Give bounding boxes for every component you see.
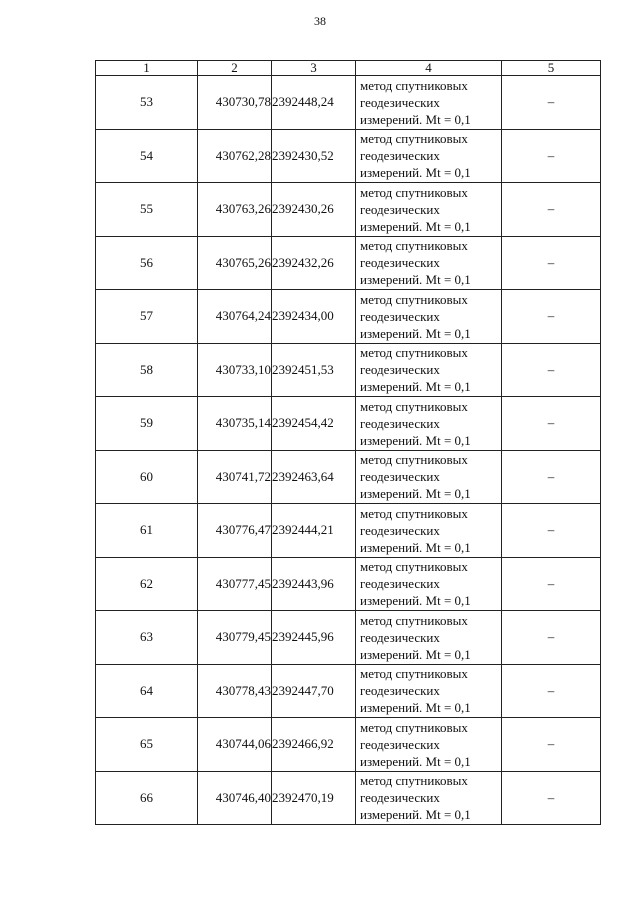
method-cell [356, 504, 502, 558]
column-header-2: 2 [198, 61, 272, 76]
column-5-cell: – [502, 290, 601, 344]
column-header-5: 5 [502, 61, 601, 76]
method-cell [356, 290, 502, 344]
method-cell [356, 450, 502, 504]
method-line: метод спутниковых [360, 612, 468, 628]
point-number-cell: 58 [96, 343, 198, 397]
column-header-3: 3 [272, 61, 356, 76]
x-coordinate-cell: 430741,72 [198, 450, 272, 504]
y-coordinate-cell: 2392443,96 [272, 557, 356, 611]
x-coordinate-cell: 430765,26 [198, 236, 272, 290]
method-cell [356, 129, 502, 183]
point-number-cell: 62 [96, 557, 198, 611]
y-coordinate-cell: 2392466,92 [272, 718, 356, 772]
y-coordinate-cell: 2392447,70 [272, 664, 356, 718]
point-number-cell: 60 [96, 450, 198, 504]
point-number-cell: 61 [96, 504, 198, 558]
method-line: измерений. Mt = 0,1 [360, 379, 471, 395]
method-line: геодезических [360, 201, 440, 217]
method-line: геодезических [360, 522, 440, 538]
method-cell [356, 611, 502, 665]
column-5-cell: – [502, 236, 601, 290]
point-number-cell: 57 [96, 290, 198, 344]
column-5-cell: – [502, 664, 601, 718]
method-line: геодезических [360, 148, 440, 164]
table-row [96, 183, 601, 237]
method-line: метод спутниковых [360, 719, 468, 735]
table-row [96, 664, 601, 718]
method-line: измерений. Mt = 0,1 [360, 218, 471, 234]
table-header-row [96, 61, 601, 76]
table-row [96, 771, 601, 825]
method-line: метод спутниковых [360, 452, 468, 468]
method-cell [356, 343, 502, 397]
point-number-cell: 55 [96, 183, 198, 237]
x-coordinate-cell: 430744,06 [198, 718, 272, 772]
table-row [96, 290, 601, 344]
y-coordinate-cell: 2392451,53 [272, 343, 356, 397]
method-line: метод спутниковых [360, 77, 468, 93]
method-line: метод спутниковых [360, 291, 468, 307]
method-line: геодезических [360, 308, 440, 324]
method-cell [356, 76, 502, 130]
method-line: измерений. Mt = 0,1 [360, 700, 471, 716]
method-line: геодезических [360, 469, 440, 485]
point-number-cell: 65 [96, 718, 198, 772]
method-line: метод спутниковых [360, 398, 468, 414]
method-line: измерений. Mt = 0,1 [360, 432, 471, 448]
column-5-cell: – [502, 718, 601, 772]
x-coordinate-cell: 430777,45 [198, 557, 272, 611]
method-line: измерений. Mt = 0,1 [360, 486, 471, 502]
column-5-cell: – [502, 76, 601, 130]
coordinates-table [95, 60, 601, 825]
method-line: метод спутниковых [360, 773, 468, 789]
column-header-1: 1 [96, 61, 198, 76]
method-cell [356, 236, 502, 290]
method-line: геодезических [360, 576, 440, 592]
x-coordinate-cell: 430779,45 [198, 611, 272, 665]
method-line: геодезических [360, 683, 440, 699]
method-line: геодезических [360, 629, 440, 645]
method-line: метод спутниковых [360, 131, 468, 147]
table-body [96, 76, 601, 825]
point-number-cell: 54 [96, 129, 198, 183]
table-row [96, 611, 601, 665]
method-cell [356, 557, 502, 611]
method-line: метод спутниковых [360, 559, 468, 575]
method-line: измерений. Mt = 0,1 [360, 593, 471, 609]
method-line: измерений. Mt = 0,1 [360, 646, 471, 662]
table-row [96, 129, 601, 183]
method-line: измерений. Mt = 0,1 [360, 539, 471, 555]
method-line: метод спутниковых [360, 238, 468, 254]
column-5-cell: – [502, 557, 601, 611]
table-row [96, 450, 601, 504]
table-row [96, 76, 601, 130]
x-coordinate-cell: 430730,78 [198, 76, 272, 130]
method-line: измерений. Mt = 0,1 [360, 807, 471, 823]
table-row [96, 236, 601, 290]
y-coordinate-cell: 2392454,42 [272, 397, 356, 451]
x-coordinate-cell: 430763,26 [198, 183, 272, 237]
x-coordinate-cell: 430762,28 [198, 129, 272, 183]
method-line: измерений. Mt = 0,1 [360, 165, 471, 181]
x-coordinate-cell: 430764,24 [198, 290, 272, 344]
method-cell [356, 718, 502, 772]
y-coordinate-cell: 2392444,21 [272, 504, 356, 558]
method-cell [356, 397, 502, 451]
method-cell [356, 664, 502, 718]
column-5-cell: – [502, 183, 601, 237]
column-5-cell: – [502, 771, 601, 825]
x-coordinate-cell: 430733,10 [198, 343, 272, 397]
column-5-cell: – [502, 343, 601, 397]
method-line: геодезических [360, 362, 440, 378]
point-number-cell: 59 [96, 397, 198, 451]
table-row [96, 397, 601, 451]
method-line: геодезических [360, 736, 440, 752]
table-row [96, 557, 601, 611]
x-coordinate-cell: 430735,14 [198, 397, 272, 451]
method-line: метод спутниковых [360, 505, 468, 521]
column-5-cell: – [502, 504, 601, 558]
method-line: метод спутниковых [360, 666, 468, 682]
method-line: метод спутниковых [360, 345, 468, 361]
point-number-cell: 56 [96, 236, 198, 290]
column-5-cell: – [502, 611, 601, 665]
method-line: измерений. Mt = 0,1 [360, 111, 471, 127]
column-5-cell: – [502, 397, 601, 451]
y-coordinate-cell: 2392430,52 [272, 129, 356, 183]
y-coordinate-cell: 2392463,64 [272, 450, 356, 504]
table-row [96, 504, 601, 558]
table-row [96, 718, 601, 772]
column-header-4: 4 [356, 61, 502, 76]
point-number-cell: 64 [96, 664, 198, 718]
method-line: геодезических [360, 255, 440, 271]
point-number-cell: 53 [96, 76, 198, 130]
y-coordinate-cell: 2392430,26 [272, 183, 356, 237]
table-row [96, 343, 601, 397]
method-line: измерений. Mt = 0,1 [360, 325, 471, 341]
method-line: геодезических [360, 94, 440, 110]
x-coordinate-cell: 430778,43 [198, 664, 272, 718]
method-cell [356, 183, 502, 237]
y-coordinate-cell: 2392432,26 [272, 236, 356, 290]
method-line: метод спутниковых [360, 184, 468, 200]
method-cell [356, 771, 502, 825]
column-5-cell: – [502, 129, 601, 183]
method-line: геодезических [360, 790, 440, 806]
point-number-cell: 66 [96, 771, 198, 825]
method-line: геодезических [360, 415, 440, 431]
method-line: измерений. Mt = 0,1 [360, 753, 471, 769]
y-coordinate-cell: 2392434,00 [272, 290, 356, 344]
point-number-cell: 63 [96, 611, 198, 665]
y-coordinate-cell: 2392445,96 [272, 611, 356, 665]
x-coordinate-cell: 430776,47 [198, 504, 272, 558]
page-number: 38 [314, 14, 326, 28]
method-line: измерений. Mt = 0,1 [360, 272, 471, 288]
y-coordinate-cell: 2392448,24 [272, 76, 356, 130]
column-5-cell: – [502, 450, 601, 504]
y-coordinate-cell: 2392470,19 [272, 771, 356, 825]
x-coordinate-cell: 430746,40 [198, 771, 272, 825]
